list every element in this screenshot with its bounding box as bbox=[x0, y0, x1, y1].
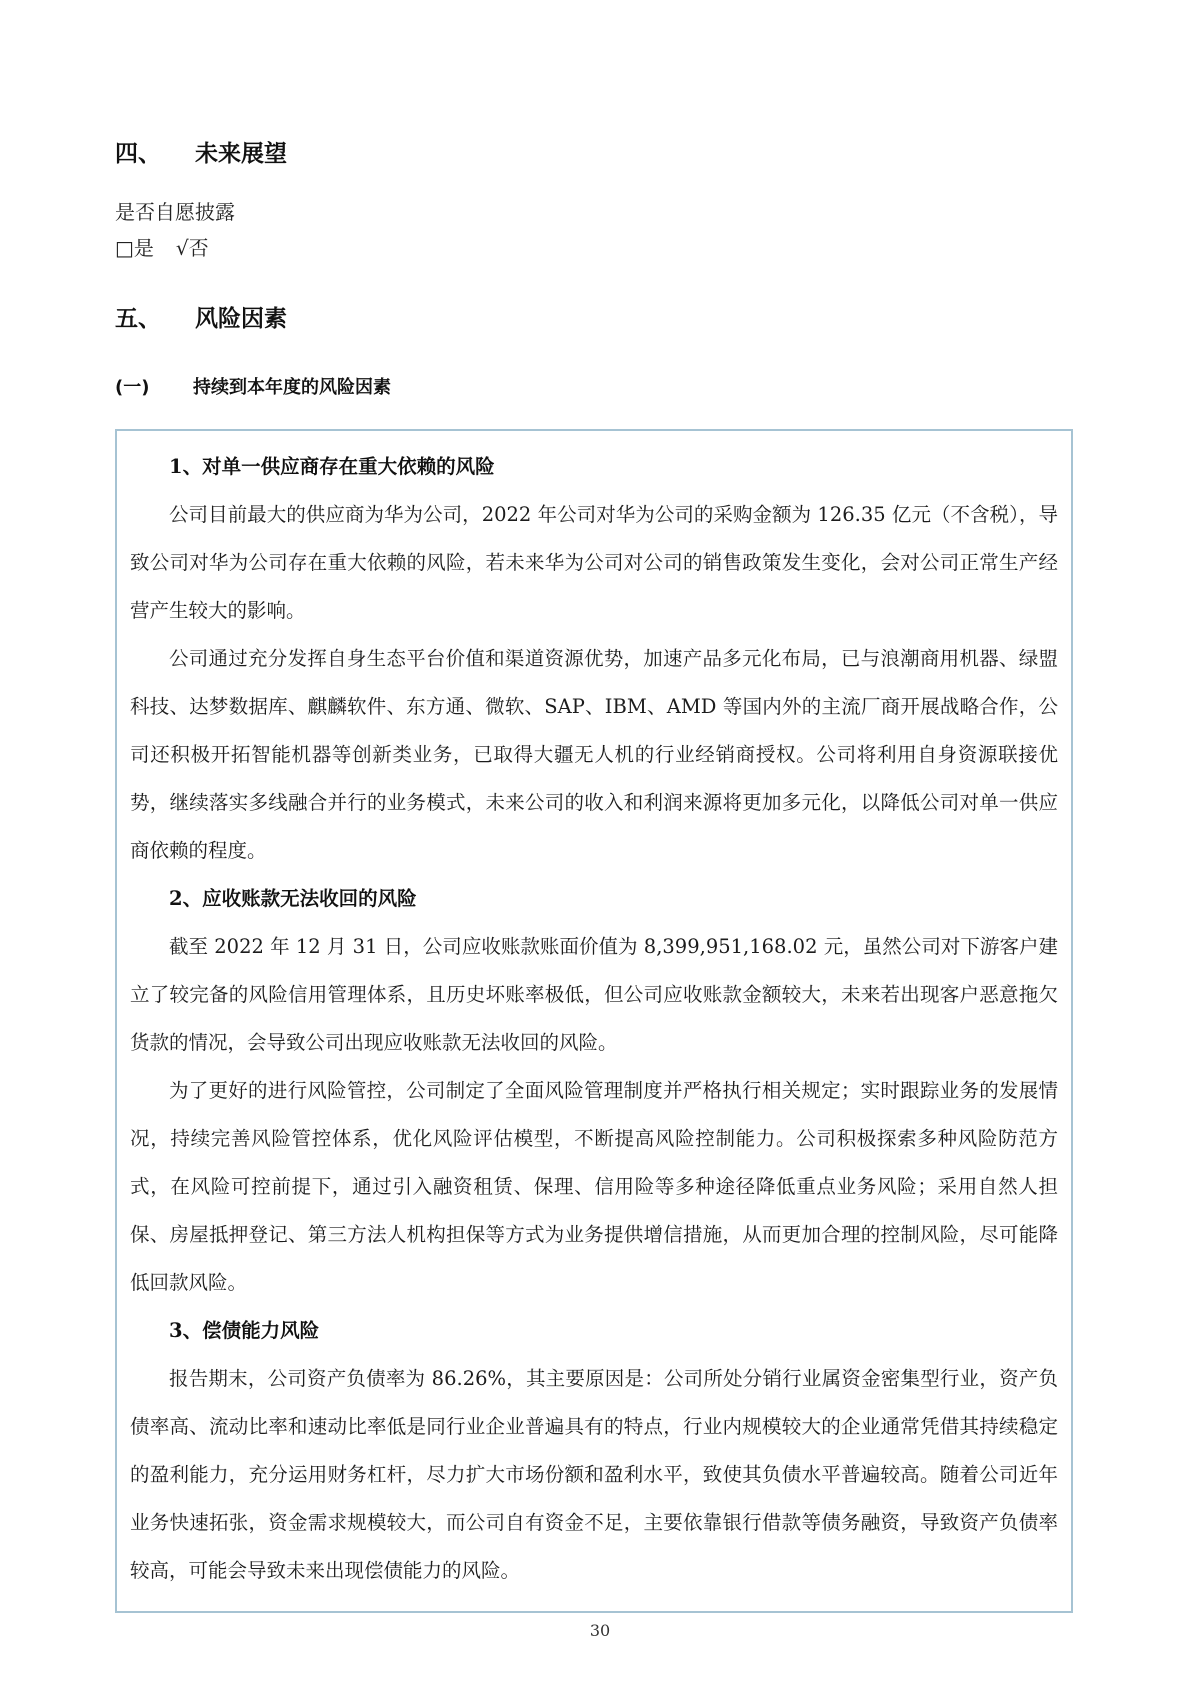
section-index: 五、 bbox=[115, 306, 161, 332]
risk-item-2-heading: 2、应收账款无法收回的风险 bbox=[169, 887, 417, 910]
risk-factors-box bbox=[115, 429, 1073, 1613]
risk-item-3-heading: 3、偿债能力风险 bbox=[169, 1319, 320, 1342]
disclosure-options bbox=[115, 230, 1085, 266]
risk-item-2-paragraph: 为了更好的进行风险管控，公司制定了全面风险管理制度并严格执行相关规定；实时跟踪业务的发展情况，持续完善风险管控体系，优化风险评估模型，不断提高风险控制能力。公司积极探索多种风险防范方式，在风险可控前提下，通过引入融资租赁、保理、信用险等多种途径降低重点业务风险；采用自然人担保、房屋抵押登记、第三方法人机构担保等方式为业务提供增信措施，从而更加合理的控制风险，尽可能降低回款风险。 bbox=[130, 1079, 1058, 1294]
subsection-title: 持续到本年度的风险因素 bbox=[193, 377, 391, 398]
disclosure-question: 是否自愿披露 bbox=[115, 200, 235, 224]
risk-item-3-paragraph: 报告期末，公司资产负债率为 86.26%，其主要原因是：公司所处分销行业属资金密集型行业，资产负债率高、流动比率和速动比率低是同行业企业普遍具有的特点，行业内规模较大的企业通常凭借其持续稳定的盈利能力，充分运用财务杠杆，尽力扩大市场份额和盈利水平，致使其负债水平普遍较高。随着公司近年业务快速拓张，资金需求规模较大，而公司自有资金不足，主要依靠银行借款等债务融资，导致资产负债率较高，可能会导致未来出现偿债能力的风险。 bbox=[130, 1367, 1058, 1582]
page-number: 30 bbox=[589, 1621, 611, 1640]
risk-item-2-paragraph: 截至 2022 年 12 月 31 日，公司应收账款账面价值为 8,399,951,168.02 元，虽然公司对下游客户建立了较完备的风险信用管理体系，且历史坏账率极低，但公司应收账款金额较大，未来若出现客户恶意拖欠货款的情况，会导致公司出现应收账款无法收回的风险。 bbox=[130, 935, 1058, 1054]
option-no-checked: √否 bbox=[175, 236, 209, 260]
subsection-heading-ongoing-risks bbox=[115, 373, 1085, 399]
subsection-index: (一) bbox=[115, 377, 150, 398]
risk-item-1-heading: 1、对单一供应商存在重大依赖的风险 bbox=[169, 455, 495, 478]
risk-item-1-paragraph: 公司目前最大的供应商为华为公司，2022 年公司对华为公司的采购金额为 126.35 亿元（不含税），导致公司对华为公司存在重大依赖的风险，若未来华为公司对公司的销售政策发生变化，会对公司正常生产经营产生较大的影响。 bbox=[130, 503, 1058, 622]
voluntary-disclosure-block bbox=[115, 194, 1085, 266]
section-title: 风险因素 bbox=[195, 306, 287, 332]
option-yes-checkbox: □是 bbox=[115, 236, 154, 260]
section-heading-risk-factors bbox=[115, 300, 1085, 333]
section-heading-future-outlook bbox=[115, 135, 1085, 168]
risk-item-1-paragraph: 公司通过充分发挥自身生态平台价值和渠道资源优势，加速产品多元化布局，已与浪潮商用机器、绿盟科技、达梦数据库、麒麟软件、东方通、微软、SAP、IBM、AMD 等国内外的主流厂商开展战略合作，公司还积极开拓智能机器等创新类业务，已取得大疆无人机的行业经销商授权。公司将利用自身资源联接优势，继续落实多线融合并行的业务模式，未来公司的收入和利润来源将更加多元化，以降低公司对单一供应商依赖的程度。 bbox=[130, 647, 1058, 862]
section-title: 未来展望 bbox=[195, 141, 287, 167]
section-index: 四、 bbox=[115, 141, 161, 167]
